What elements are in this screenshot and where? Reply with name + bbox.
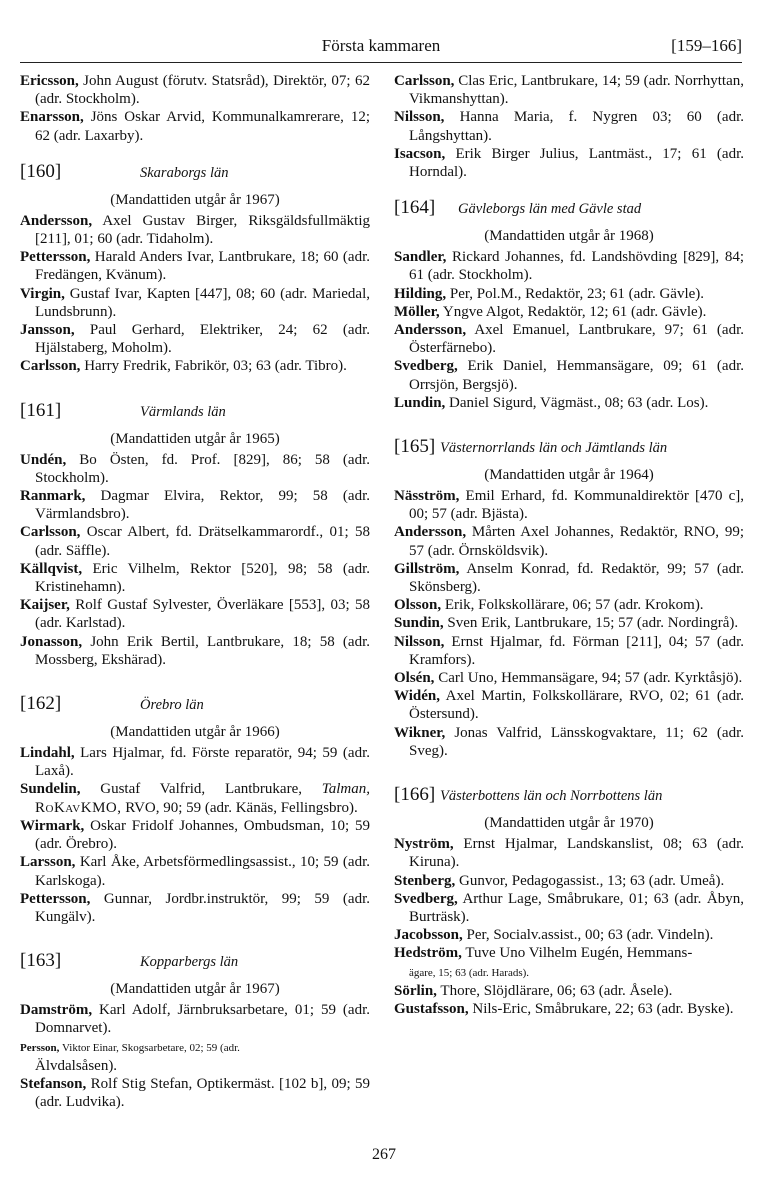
- right-column: [394, 72, 744, 1018]
- list-item: Wirmark, Oskar Fridolf Johannes, Ombudsman, 10; 59 (adr. Örebro).: [20, 817, 370, 853]
- list-item: Isacson, Erik Birger Julius, Lantmäst., 17; 61 (adr. Horndal).: [394, 145, 744, 181]
- list-item: Carlsson, Harry Fredrik, Fabrikör, 03; 63 (adr. Tibro).: [20, 358, 347, 375]
- section-title: Västerbottens län och Norrbottens län: [440, 788, 663, 805]
- mandate-period: (Mandattiden utgår år 1967): [110, 981, 280, 998]
- list-item: Sörlin, Thore, Slöjdlärare, 06; 63 (adr. Åsele).: [394, 982, 673, 999]
- list-item: Carlsson, Clas Eric, Lantbrukare, 14; 59 (adr. Norrhyttan, Vikmanshyttan).: [394, 73, 744, 108]
- section-number: [164]: [394, 197, 436, 219]
- section-title: Örebro län: [140, 697, 204, 714]
- list-item: Nyström, Ernst Hjalmar, Landskanslist, 08; 63 (adr. Kiruna).: [394, 836, 744, 871]
- section-161: [20, 400, 370, 669]
- list-item: Ranmark, Dagmar Elvira, Rektor, 99; 58 (adr. Värmlandsbro).: [20, 488, 370, 523]
- list-item: Svedberg, Arthur Lage, Småbrukare, 01; 63 (adr. Åbyn, Burträsk).: [394, 890, 744, 925]
- section-163: [20, 950, 370, 1111]
- section-number: [161]: [20, 399, 62, 421]
- page-number: 267: [372, 1146, 396, 1163]
- list-item: Gillström, Anselm Konrad, fd. Redaktör, 99; 57 (adr. Skönsberg).: [394, 560, 744, 596]
- header-rule: [20, 62, 742, 63]
- mandate-period: (Mandattiden utgår år 1968): [484, 228, 654, 245]
- section-title: Skaraborgs län: [140, 164, 229, 181]
- list-item: Nilsson, Ernst Hjalmar, fd. Förman [211], 04; 57 (adr. Kramfors).: [394, 633, 744, 668]
- section-number: [166]: [394, 784, 436, 806]
- list-item: Olsén, Carl Uno, Hemmansägare, 94; 57 (adr. Kyrktåsjö).: [394, 670, 743, 687]
- list-item: Carlsson, Oscar Albert, fd. Drätselkammarordf., 01; 58 (adr. Säffle).: [20, 524, 370, 559]
- list-item: Widén, Axel Martin, Folkskollärare, RVO, 02; 61 (adr. Östersund).: [394, 688, 744, 723]
- list-item: Pettersson, Harald Anders Ivar, Lantbrukare, 18; 60 (adr. Fredängen, Kvänum).: [20, 249, 370, 284]
- section-number: [163]: [20, 950, 62, 972]
- list-item: Jacobsson, Per, Socialv.assist., 00; 63 (adr. Vindeln).: [394, 927, 714, 944]
- list-item: Enarsson, Jöns Oskar Arvid, Kommunalkamrerare, 12; 62 (adr. Laxarby).: [20, 109, 370, 144]
- list-item: Stefanson, Rolf Stig Stefan, Optikermäst. [102 b], 09; 59 (adr. Ludvika).: [20, 1075, 370, 1111]
- list-item: Stenberg, Gunvor, Pedagogassist., 13; 63 (adr. Umeå).: [394, 872, 725, 889]
- list-item: Hedström, Tuve Uno Vilhelm Eugén, Hemmans- ägare, 15; 63 (adr. Harads).: [394, 945, 693, 979]
- list-item: Näsström, Emil Erhard, fd. Kommunaldirektör [470 c], 00; 57 (adr. Bjästa).: [394, 488, 744, 523]
- list-item: Jonasson, John Erik Bertil, Lantbrukare, 18; 58 (adr. Mossberg, Ekshärad).: [20, 633, 370, 668]
- list-item: Undén, Bo Östen, fd. Prof. [829], 86; 58 (adr. Stockholm).: [20, 451, 370, 486]
- mandate-period: (Mandattiden utgår år 1965): [110, 430, 280, 447]
- list-item: Lindahl, Lars Hjalmar, fd. Förste reparatör, 94; 59 (adr. Laxå).: [20, 745, 370, 780]
- list-item: Persson, Viktor Einar, Skogsarbetare, 02; 59 (adr. Älvdalsåsen).: [20, 1041, 240, 1074]
- list-item: Källqvist, Eric Vilhelm, Rektor [520], 98; 58 (adr. Kristinehamn).: [20, 560, 370, 596]
- section-title: Kopparbergs län: [140, 954, 239, 971]
- section-number: [165]: [394, 436, 436, 458]
- mandate-period: (Mandattiden utgår år 1967): [110, 191, 280, 208]
- list-item: Damström, Karl Adolf, Järnbruksarbetare, 01; 59 (adr. Domnarvet).: [20, 1002, 370, 1037]
- list-item: Sundin, Sven Erik, Lantbrukare, 15; 57 (adr. Nordingrå).: [394, 615, 739, 632]
- list-item: Wikner, Jonas Valfrid, Länsskogvaktare, 11; 62 (adr. Sveg).: [394, 724, 744, 759]
- list-item: Möller, Yngve Algot, Redaktör, 12; 61 (adr. Gävle).: [394, 303, 707, 320]
- section-number: [162]: [20, 693, 62, 715]
- section-162: [20, 693, 370, 926]
- list-item: Virgin, Gustaf Ivar, Kapten [447], 08; 60 (adr. Mariedal, Lundsbrunn).: [20, 285, 370, 320]
- section-166: [394, 784, 744, 1018]
- list-item: Sandler, Rickard Johannes, fd. Landshövding [829], 84; 61 (adr. Stockholm).: [394, 249, 744, 284]
- list-item: Andersson, Mårten Axel Johannes, Redaktör, RNO, 99; 57 (adr. Örnsköldsvik).: [394, 524, 744, 559]
- section-160: [20, 161, 370, 376]
- list-item: Ericsson, John August (förutv. Statsråd), Direktör, 07; 62 (adr. Stockholm).: [20, 73, 370, 108]
- section-164: [394, 197, 744, 412]
- list-item: Olsson, Erik, Folkskollärare, 06; 57 (adr. Krokom).: [394, 597, 704, 614]
- list-item: Hilding, Per, Pol.M., Redaktör, 23; 61 (adr. Gävle).: [394, 285, 705, 302]
- list-item: Andersson, Axel Emanuel, Lantbrukare, 97; 61 (adr. Österfärnebo).: [394, 322, 744, 357]
- mandate-period: (Mandattiden utgår år 1966): [110, 724, 280, 741]
- running-header: [20, 36, 742, 62]
- list-item: Jansson, Paul Gerhard, Elektriker, 24; 62 (adr. Hjälstaberg, Moholm).: [20, 322, 370, 357]
- section-title: Västernorrlands län och Jämtlands län: [440, 440, 668, 457]
- section-number: [160]: [20, 160, 62, 182]
- list-item: Gustafsson, Nils-Eric, Småbrukare, 22; 63 (adr. Byske).: [394, 1000, 734, 1017]
- list-item: Larsson, Karl Åke, Arbetsförmedlingsassist., 10; 59 (adr. Karlskoga).: [20, 854, 370, 889]
- section-165: [394, 436, 744, 760]
- list-item: Pettersson, Gunnar, Jordbr.instruktör, 99; 59 (adr. Kungälv).: [20, 890, 370, 925]
- left-column: [20, 72, 370, 1111]
- page-title: Första kammaren: [321, 36, 441, 55]
- mandate-period: (Mandattiden utgår år 1964): [484, 467, 654, 484]
- list-item: Andersson, Axel Gustav Birger, Riksgäldsfullmäktig [211], 01; 60 (adr. Tidaholm).: [20, 212, 370, 248]
- list-item: Sundelin, Gustaf Valfrid, Lantbrukare, Talman, RoKavKMO, RVO, 90; 59 (adr. Känäs, Fellingsbro).: [20, 781, 370, 816]
- entry-range: [159–166]: [671, 36, 742, 55]
- mandate-period: (Mandattiden utgår år 1970): [484, 815, 654, 832]
- list-item: Lundin, Daniel Sigurd, Vägmäst., 08; 63 (adr. Los).: [394, 394, 709, 411]
- section-title: Värmlands län: [140, 403, 226, 420]
- section-title: Gävleborgs län med Gävle stad: [458, 201, 642, 218]
- list-item: Svedberg, Erik Daniel, Hemmansägare, 09; 61 (adr. Orrsjön, Bergsjö).: [394, 358, 744, 393]
- list-item: Kaijser, Rolf Gustaf Sylvester, Överläkare [553], 03; 58 (adr. Karlstad).: [20, 597, 370, 632]
- list-item: Nilsson, Hanna Maria, f. Nygren 03; 60 (adr. Långshyttan).: [394, 109, 744, 144]
